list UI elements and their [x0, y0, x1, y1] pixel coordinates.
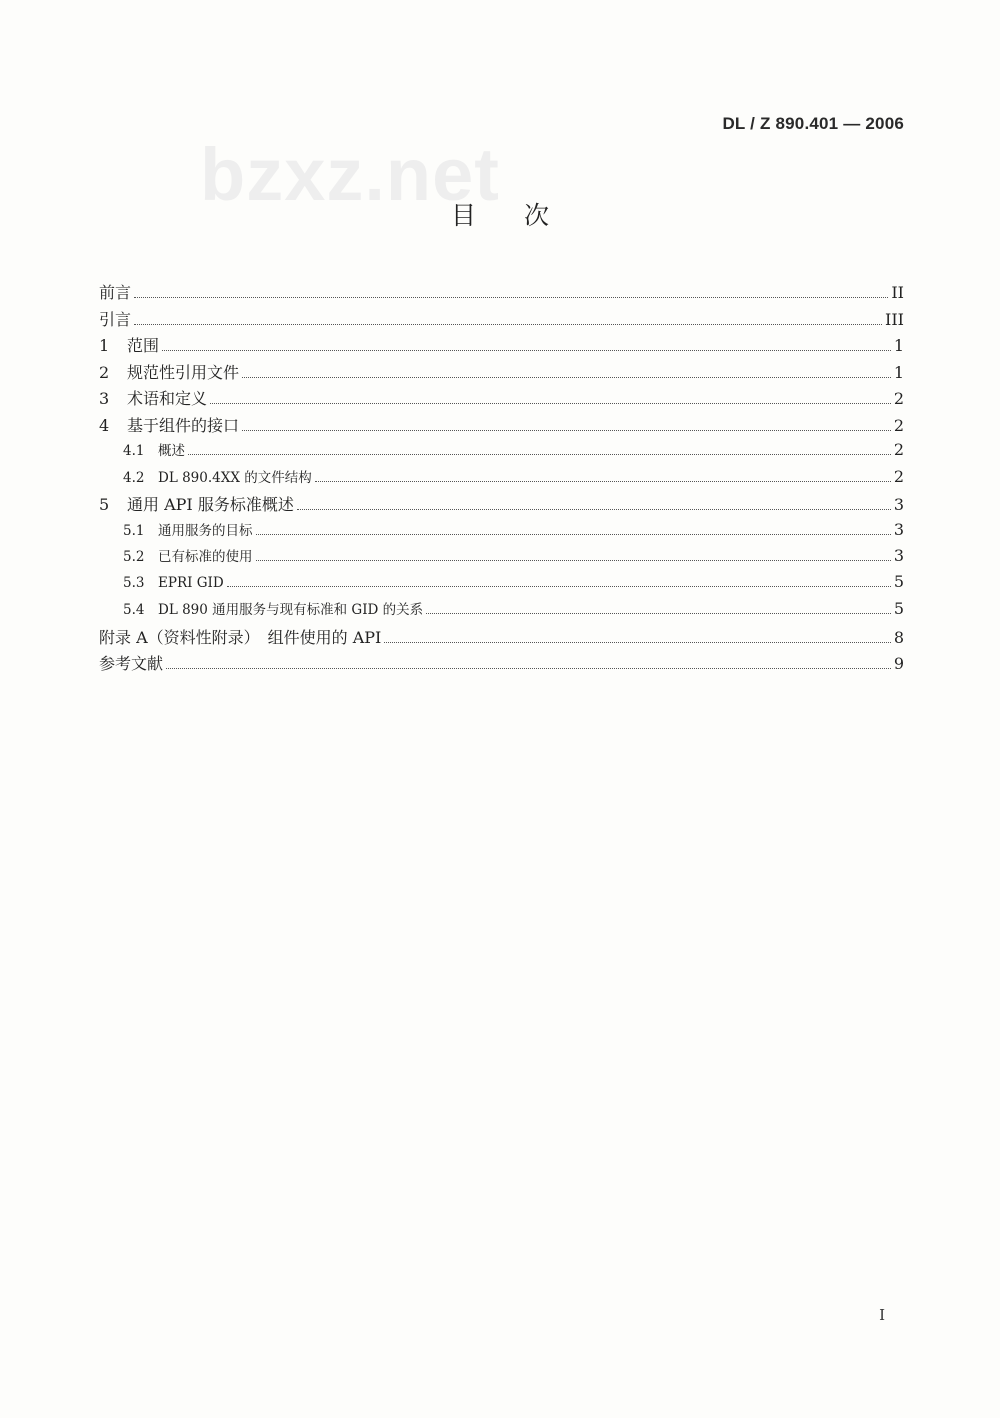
toc-entry-title: 术语和定义 — [127, 389, 208, 408]
toc-leader-dots — [134, 323, 882, 325]
toc-entry[interactable] — [99, 280, 904, 307]
toc-title: 目次 — [450, 201, 597, 230]
toc-leader-dots — [162, 349, 891, 351]
toc-leader-dots — [315, 480, 891, 482]
toc-entry-title: 通用服务的目标 — [158, 522, 253, 539]
toc-entry[interactable] — [99, 519, 904, 546]
toc-entry-page: 3 — [893, 495, 904, 514]
toc-entry-number: 5.4 — [123, 602, 145, 618]
toc-entry-title: 参考文献 — [99, 654, 164, 673]
toc-leader-dots — [227, 585, 891, 587]
toc-entry[interactable] — [99, 625, 904, 652]
toc-entry[interactable] — [99, 572, 904, 599]
toc-entry-title: 基于组件的接口 — [127, 415, 240, 435]
toc-entry-page: 2 — [893, 466, 904, 486]
toc-leader-dots — [242, 429, 891, 431]
toc-entry[interactable] — [99, 386, 904, 413]
toc-entry-title: 通用 API 服务标准概述 — [127, 495, 294, 514]
toc-entry-page: 5 — [893, 599, 904, 618]
toc-entry-page: 2 — [893, 440, 904, 459]
toc-entry-page: 3 — [893, 546, 904, 565]
toc-entry-title: 已有标准的使用 — [158, 549, 253, 565]
toc-entry-page: 8 — [893, 627, 904, 647]
toc-entry-number: 2 — [99, 362, 110, 382]
toc-entry-title: 概述 — [158, 443, 185, 459]
toc-entry[interactable] — [99, 413, 904, 440]
toc-leader-dots — [256, 533, 891, 535]
toc-entry-title: 范围 — [127, 336, 160, 355]
toc-leader-dots — [297, 508, 891, 510]
toc-entry[interactable] — [99, 492, 904, 519]
toc-leader-dots — [134, 296, 888, 298]
toc-entry[interactable] — [99, 545, 904, 572]
toc-entry-number: 4.2 — [123, 469, 145, 486]
toc-entry-title: EPRI GID — [158, 574, 224, 591]
toc-entry-number: 4.1 — [123, 443, 145, 459]
toc-entry-page: II — [891, 283, 904, 302]
toc-entry-title: 附录 A（资料性附录） 组件使用的 API — [99, 627, 382, 647]
toc-leader-dots — [426, 612, 891, 614]
toc-entry[interactable] — [99, 439, 904, 466]
toc-entry-page: 5 — [893, 571, 904, 591]
toc-entry-title: 引言 — [99, 309, 132, 329]
standard-code: DL / Z 890.401 — 2006 — [722, 114, 904, 133]
toc-entry-page: 1 — [893, 336, 904, 355]
toc-entry-page: 3 — [893, 519, 904, 539]
toc-entry[interactable] — [99, 466, 904, 493]
toc-entry-number: 3 — [99, 389, 110, 408]
toc-entry-number: 5.1 — [123, 522, 145, 539]
toc-entry-title: 规范性引用文件 — [127, 362, 240, 382]
toc-entry-title: DL 890 通用服务与现有标准和 GID 的关系 — [158, 602, 424, 618]
toc-entry-page: 2 — [893, 415, 904, 435]
toc-entry-page: III — [885, 309, 904, 329]
toc-entry-title: DL 890.4XX 的文件结构 — [158, 469, 312, 486]
toc-leader-dots — [188, 453, 891, 455]
toc-entry[interactable] — [99, 307, 904, 334]
toc-entry-number: 5.3 — [123, 574, 145, 591]
toc-entry-number: 4 — [99, 415, 110, 435]
toc-entry-page: 9 — [893, 654, 904, 673]
toc-leader-dots — [256, 559, 891, 561]
page-number: I — [879, 1306, 885, 1324]
toc-entry[interactable] — [99, 598, 904, 625]
toc-leader-dots — [242, 376, 891, 378]
table-of-contents — [99, 280, 904, 678]
toc-entry-title: 前言 — [99, 283, 132, 302]
toc-entry-page: 2 — [893, 389, 904, 408]
toc-leader-dots — [210, 402, 891, 404]
toc-entry-number: 5 — [99, 495, 110, 514]
toc-entry-page: 1 — [893, 362, 904, 382]
toc-entry[interactable] — [99, 333, 904, 360]
toc-entry[interactable] — [99, 651, 904, 678]
watermark: bzxz.net — [200, 133, 500, 216]
toc-leader-dots — [166, 667, 891, 669]
toc-entry-number: 5.2 — [123, 549, 145, 565]
toc-entry-number: 1 — [99, 336, 110, 355]
toc-entry[interactable] — [99, 360, 904, 387]
toc-leader-dots — [384, 641, 890, 643]
